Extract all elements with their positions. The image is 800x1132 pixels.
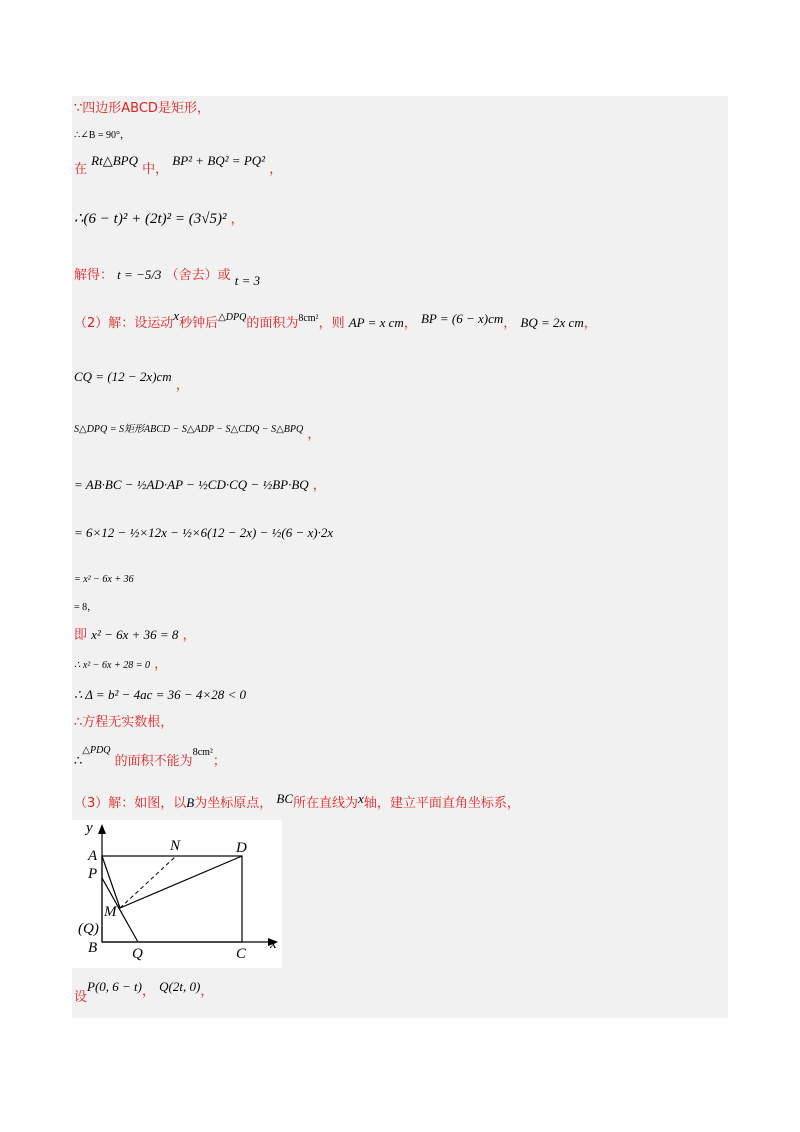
line-cq bbox=[74, 368, 189, 393]
text-discard-or: （舍去）或 bbox=[165, 268, 231, 283]
segment-md bbox=[120, 856, 242, 908]
line-equation-28 bbox=[74, 656, 167, 675]
math-equation-t: ∴(6 − t)² + (2t)² = (3√5)² bbox=[74, 211, 227, 227]
y-axis-arrow bbox=[98, 824, 106, 834]
label-b: B bbox=[88, 940, 98, 956]
text-comma: ， bbox=[182, 628, 196, 643]
line-no-real-roots bbox=[74, 714, 173, 732]
text-area-is: 的面积为 bbox=[246, 316, 299, 331]
line-equation-t bbox=[74, 210, 244, 229]
math-triangle-dpq: △DPQ bbox=[218, 312, 247, 323]
text-comma: ， bbox=[312, 478, 326, 493]
label-d: D bbox=[236, 840, 247, 856]
line-area-formula bbox=[74, 476, 326, 495]
line-equals-8 bbox=[74, 598, 97, 617]
text-comma: ， bbox=[142, 984, 156, 999]
line-discriminant bbox=[74, 686, 246, 705]
text-comma: ， bbox=[307, 427, 321, 442]
line-set-pq bbox=[74, 979, 214, 1005]
figure-svg bbox=[72, 820, 282, 968]
math-t-three: t = 3 bbox=[234, 273, 261, 288]
math-pythagoras: BP² + BQ² = PQ² bbox=[172, 153, 266, 168]
text-zhong: 中， bbox=[142, 162, 169, 177]
label-x: x bbox=[270, 936, 277, 952]
text-comma: ， bbox=[503, 316, 517, 331]
text-namely: 即 bbox=[74, 628, 88, 643]
line-area-decomposition bbox=[74, 420, 321, 442]
label-c: C bbox=[236, 946, 247, 962]
math-ap: AP = x cm bbox=[348, 315, 404, 330]
segment-mn-dashed bbox=[120, 856, 176, 908]
label-m: M bbox=[104, 904, 117, 920]
line-solve-t bbox=[74, 266, 261, 288]
label-a: A bbox=[88, 848, 98, 864]
text-comma: ， bbox=[175, 378, 189, 393]
line-part-2-setup bbox=[74, 308, 597, 334]
math-equation-28: ∴ x² − 6x + 28 = 0 bbox=[74, 660, 150, 671]
text-in: 在 bbox=[74, 162, 88, 177]
rectangle-abcd bbox=[102, 856, 242, 942]
line-part-3-setup bbox=[74, 791, 520, 813]
text-then: ，则 bbox=[318, 316, 345, 331]
math-area-formula: = AB·BC − ½AD·AP − ½CD·CQ − ½BP·BQ bbox=[74, 477, 309, 492]
text-comma: ， bbox=[154, 657, 168, 672]
math-equals-8: = 8， bbox=[74, 602, 98, 613]
math-p-coord: P(0, 6 − t) bbox=[87, 979, 142, 994]
line-angle-b bbox=[74, 126, 130, 145]
text-let: 设 bbox=[74, 990, 88, 1005]
label-q: Q bbox=[132, 946, 143, 962]
math-angle-b: ∴∠B = 90°， bbox=[74, 130, 131, 141]
math-therefore: ∴ bbox=[74, 753, 83, 768]
text-comma: ， bbox=[230, 212, 244, 227]
line-equation-8 bbox=[74, 626, 196, 645]
label-p: P bbox=[88, 866, 98, 882]
text-solve: 解得： bbox=[74, 268, 114, 283]
text-comma: ， bbox=[583, 316, 597, 331]
math-t-negative: t = −5/3 bbox=[117, 267, 162, 282]
math-area-decomposition: S△DPQ = S矩形ABCD − S△ADP − S△CDQ − S△BPQ bbox=[74, 424, 304, 435]
math-discriminant: ∴ Δ = b² − 4ac = 36 − 4×28 < 0 bbox=[74, 687, 246, 702]
text-rectangle: ∵四边形ABCD是矩形， bbox=[74, 101, 210, 116]
text-comma: ， bbox=[200, 984, 214, 999]
text-part-2: （2）解：设运动 bbox=[74, 316, 174, 331]
text-axis-system: 轴，建立平面直角坐标系， bbox=[363, 796, 520, 811]
coordinate-figure bbox=[72, 820, 282, 968]
label-n: N bbox=[170, 838, 181, 854]
math-bq: BQ = 2x cm bbox=[520, 315, 584, 330]
math-area-numbers: = 6×12 − ½×12x − ½×6(12 − 2x) − ½(6 − x)·2x bbox=[74, 525, 334, 540]
text-area-cannot-be: 的面积不能为 bbox=[114, 754, 193, 769]
math-area-8: 8cm² bbox=[298, 313, 319, 324]
label-q-paren: (Q) bbox=[78, 921, 99, 937]
math-triangle-bpq: Rt△BPQ bbox=[91, 153, 138, 168]
math-area-8: 8cm² bbox=[192, 747, 213, 758]
math-b: B bbox=[186, 795, 195, 810]
math-quadratic: = x² − 6x + 36 bbox=[74, 574, 134, 585]
math-bc: BC bbox=[276, 791, 294, 806]
text-seconds: 秒钟后 bbox=[179, 316, 219, 331]
line-area-numbers bbox=[74, 524, 333, 543]
math-bp: BP = (6 − x)cm bbox=[420, 311, 504, 326]
text-origin: 为坐标原点， bbox=[194, 796, 273, 811]
line-rectangle bbox=[74, 100, 210, 118]
text-line-as: 所在直线为 bbox=[293, 796, 359, 811]
line-pythagoras bbox=[74, 153, 283, 179]
line-quadratic bbox=[74, 570, 134, 589]
math-q-coord: Q(2t, 0) bbox=[159, 979, 201, 994]
math-x: x bbox=[358, 791, 364, 806]
math-triangle-pdq: △PDQ bbox=[82, 745, 111, 756]
text-part-3: （3）解：如图，以 bbox=[74, 796, 187, 811]
label-y: y bbox=[86, 820, 93, 836]
text-no-real-roots: ∴方程无实数根， bbox=[74, 715, 174, 730]
text-comma: ， bbox=[403, 316, 417, 331]
text-comma: ， bbox=[269, 162, 283, 177]
text-semicolon: ； bbox=[212, 754, 226, 769]
math-cq: CQ = (12 − 2x)cm bbox=[74, 369, 172, 384]
math-x: x bbox=[173, 308, 180, 323]
line-conclusion-2 bbox=[74, 745, 226, 772]
math-equation-8: x² − 6x + 36 = 8 bbox=[91, 627, 179, 642]
